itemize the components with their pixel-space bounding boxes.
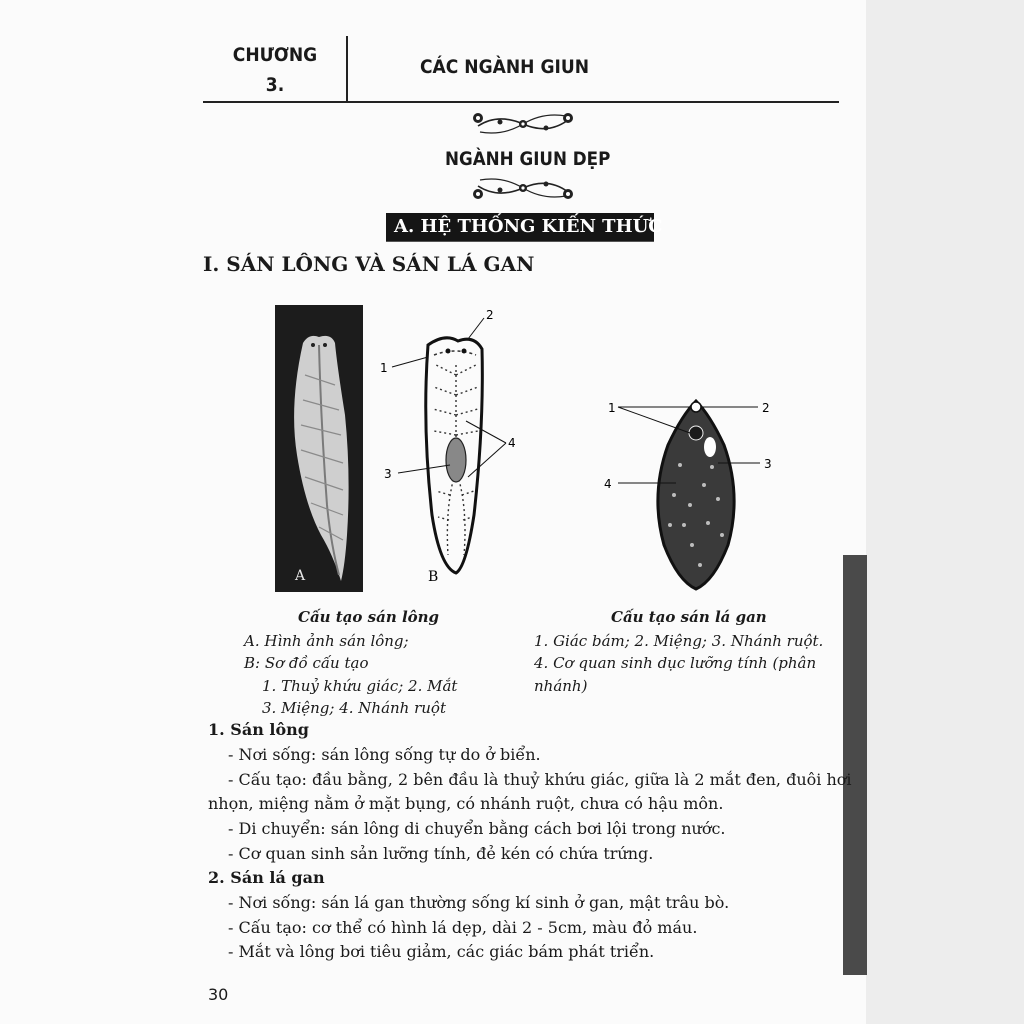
header-divider [346,36,348,102]
fluke-callout-1: 1 [608,401,616,415]
chapter-title: CÁC NGÀNH GIUN [420,56,590,78]
section-title: NGÀNH GIUN DẸP [445,148,611,170]
body-line: - Nơi sống: sán lông sống tự do ở biển. [228,745,541,764]
facing-page-edge [866,0,1024,1024]
floral-ornament-bottom [468,174,578,204]
chapter-word: CHƯƠNG [232,44,318,66]
liver-fluke-diagram [600,395,790,595]
planarian-caption-line: B: Sơ đồ cấu tạo [244,654,369,672]
section-heading-san-long: 1. Sán lông [208,720,309,739]
planarian-caption-line: A. Hình ảnh sán lông; [244,632,409,650]
knowledge-banner: A. HỆ THỐNG KIẾN THỨC [386,213,654,241]
body-line: - Nơi sống: sán lá gan thường sống kí sinh ở gan, mật trâu bò. [228,893,730,912]
body-line: nhọn, miệng nằm ở mặt bụng, có nhánh ruột, chưa có hậu môn. [208,794,724,813]
part-title: I. SÁN LÔNG VÀ SÁN LÁ GAN [203,252,535,276]
planarian-diagram [370,305,530,595]
body-line: - Mắt và lông bơi tiêu giảm, các giác bám phát triển. [228,942,655,961]
fluke-caption-line: nhánh) [534,677,588,695]
chapter-number: 3. [265,74,285,96]
banner-underline [386,241,654,242]
header-rule [203,101,839,103]
section-heading-san-la-gan: 2. Sán lá gan [208,868,325,887]
planarian-photo [275,305,363,592]
diagram-label: B [428,569,439,585]
planarian-photo-image [275,305,363,592]
planarian-caption-title: Cấu tạo sán lông [298,608,440,626]
body-line: - Cấu tạo: đầu bằng, 2 bên đầu là thuỷ khứu giác, giữa là 2 mắt đen, đuôi hơi [228,770,852,789]
fluke-callout-3: 3 [764,457,772,471]
callout-4: 4 [508,436,516,450]
floral-ornament-top [468,108,578,138]
body-line: - Cơ quan sinh sản lưỡng tính, đẻ kén có chứa trứng. [228,844,654,863]
fluke-caption-line: 1. Giác bám; 2. Miệng; 3. Nhánh ruột. [534,632,824,650]
body-line: - Cấu tạo: cơ thể có hình lá dẹp, dài 2 - 5cm, màu đỏ máu. [228,918,698,937]
callout-1: 1 [380,361,388,375]
page-number: 30 [208,985,229,1004]
photo-label: A [295,568,306,584]
body-line: - Di chuyển: sán lông di chuyển bằng cách bơi lội trong nước. [228,819,726,838]
planarian-caption-line: 3. Miệng; 4. Nhánh ruột [262,699,446,717]
fluke-callout-4: 4 [604,477,612,491]
callout-3: 3 [384,467,392,481]
callout-2: 2 [486,308,494,322]
fluke-caption-line: 4. Cơ quan sinh dục lưỡng tính (phân [534,654,817,672]
planarian-caption-line: 1. Thuỷ khứu giác; 2. Mắt [262,677,458,695]
fluke-callout-2: 2 [762,401,770,415]
fluke-caption-title: Cấu tạo sán lá gan [611,608,767,626]
chapter-label [205,40,345,100]
spine-strip [843,555,867,975]
